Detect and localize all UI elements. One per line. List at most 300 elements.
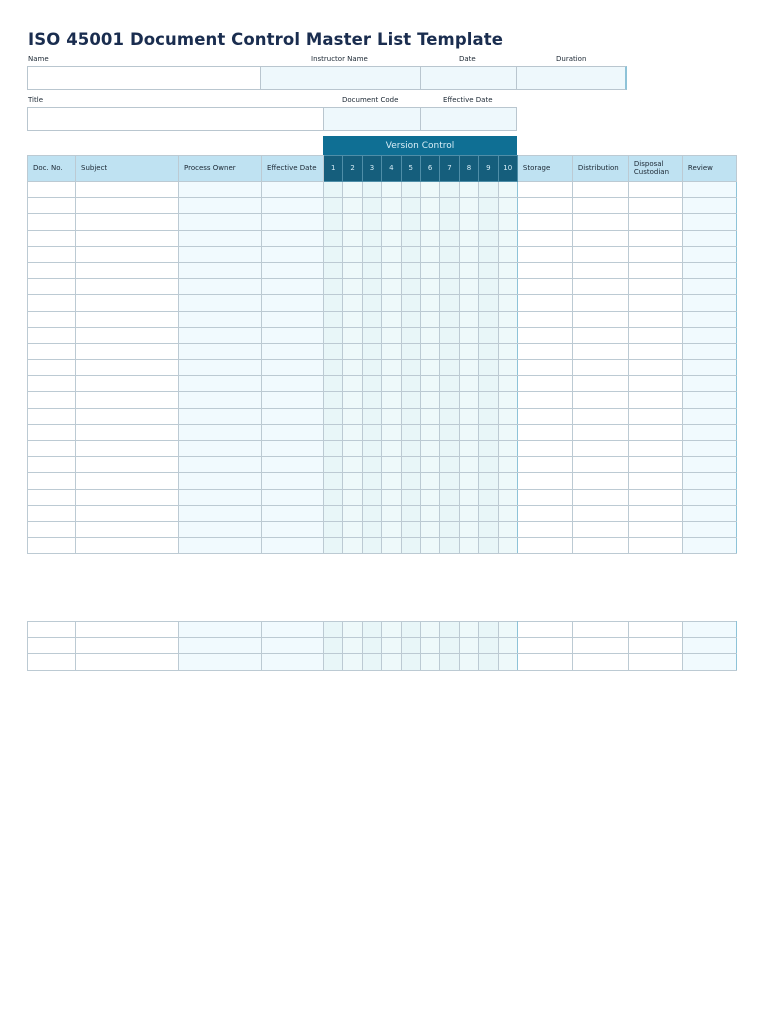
cell-disposal-custodian[interactable] <box>628 198 682 214</box>
cell-doc-no[interactable] <box>28 441 76 457</box>
cell-v6[interactable] <box>420 638 439 654</box>
cell-v1[interactable] <box>324 376 343 392</box>
cell-v1[interactable] <box>324 521 343 537</box>
cell-v9[interactable] <box>479 311 498 327</box>
cell-v8[interactable] <box>459 246 478 262</box>
cell-v8[interactable] <box>459 392 478 408</box>
cell-v2[interactable] <box>343 392 362 408</box>
cell-v7[interactable] <box>440 262 459 278</box>
cell-process-owner[interactable] <box>179 424 262 440</box>
cell-v1[interactable] <box>324 262 343 278</box>
cell-v8[interactable] <box>459 521 478 537</box>
cell-v10[interactable] <box>498 376 517 392</box>
cell-distribution[interactable] <box>572 457 628 473</box>
cell-distribution[interactable] <box>572 343 628 359</box>
cell-effective-date[interactable] <box>262 327 324 343</box>
cell-v8[interactable] <box>459 230 478 246</box>
cell-review[interactable] <box>682 538 736 554</box>
cell-v3[interactable] <box>362 311 381 327</box>
cell-review[interactable] <box>682 489 736 505</box>
cell-process-owner[interactable] <box>179 343 262 359</box>
cell-v5[interactable] <box>401 654 420 670</box>
cell-process-owner[interactable] <box>179 473 262 489</box>
cell-disposal-custodian[interactable] <box>628 654 682 670</box>
cell-v10[interactable] <box>498 343 517 359</box>
cell-effective-date[interactable] <box>262 182 324 198</box>
cell-subject[interactable] <box>76 279 179 295</box>
cell-subject[interactable] <box>76 360 179 376</box>
cell-storage[interactable] <box>517 408 572 424</box>
cell-v7[interactable] <box>440 489 459 505</box>
cell-process-owner[interactable] <box>179 638 262 654</box>
cell-v4[interactable] <box>382 376 401 392</box>
cell-effective-date[interactable] <box>262 457 324 473</box>
cell-subject[interactable] <box>76 311 179 327</box>
cell-v9[interactable] <box>479 654 498 670</box>
cell-disposal-custodian[interactable] <box>628 441 682 457</box>
cell-v6[interactable] <box>420 343 439 359</box>
cell-v6[interactable] <box>420 622 439 638</box>
cell-effective-date[interactable] <box>262 441 324 457</box>
cell-v9[interactable] <box>479 441 498 457</box>
cell-effective-date[interactable] <box>262 279 324 295</box>
cell-review[interactable] <box>682 246 736 262</box>
cell-v10[interactable] <box>498 279 517 295</box>
cell-v3[interactable] <box>362 246 381 262</box>
cell-v3[interactable] <box>362 441 381 457</box>
cell-v1[interactable] <box>324 473 343 489</box>
cell-v4[interactable] <box>382 246 401 262</box>
cell-v6[interactable] <box>420 279 439 295</box>
cell-process-owner[interactable] <box>179 279 262 295</box>
cell-process-owner[interactable] <box>179 311 262 327</box>
cell-v10[interactable] <box>498 246 517 262</box>
cell-v4[interactable] <box>382 654 401 670</box>
cell-v5[interactable] <box>401 441 420 457</box>
cell-storage[interactable] <box>517 246 572 262</box>
cell-v9[interactable] <box>479 408 498 424</box>
cell-review[interactable] <box>682 214 736 230</box>
cell-effective-date[interactable] <box>262 198 324 214</box>
cell-v2[interactable] <box>343 311 362 327</box>
cell-v9[interactable] <box>479 360 498 376</box>
cell-doc-no[interactable] <box>28 327 76 343</box>
cell-disposal-custodian[interactable] <box>628 360 682 376</box>
cell-v10[interactable] <box>498 230 517 246</box>
cell-v4[interactable] <box>382 182 401 198</box>
cell-v8[interactable] <box>459 408 478 424</box>
cell-process-owner[interactable] <box>179 538 262 554</box>
cell-v6[interactable] <box>420 327 439 343</box>
cell-review[interactable] <box>682 521 736 537</box>
cell-v5[interactable] <box>401 457 420 473</box>
cell-storage[interactable] <box>517 182 572 198</box>
cell-v2[interactable] <box>343 214 362 230</box>
cell-effective-date[interactable] <box>262 638 324 654</box>
cell-disposal-custodian[interactable] <box>628 327 682 343</box>
cell-process-owner[interactable] <box>179 441 262 457</box>
cell-v1[interactable] <box>324 198 343 214</box>
cell-v2[interactable] <box>343 182 362 198</box>
cell-v1[interactable] <box>324 622 343 638</box>
cell-v5[interactable] <box>401 360 420 376</box>
cell-disposal-custodian[interactable] <box>628 489 682 505</box>
cell-v1[interactable] <box>324 505 343 521</box>
cell-v8[interactable] <box>459 376 478 392</box>
cell-disposal-custodian[interactable] <box>628 622 682 638</box>
cell-v8[interactable] <box>459 457 478 473</box>
cell-v2[interactable] <box>343 327 362 343</box>
cell-disposal-custodian[interactable] <box>628 246 682 262</box>
cell-effective-date[interactable] <box>262 311 324 327</box>
cell-v5[interactable] <box>401 392 420 408</box>
cell-process-owner[interactable] <box>179 214 262 230</box>
cell-distribution[interactable] <box>572 214 628 230</box>
cell-v8[interactable] <box>459 654 478 670</box>
cell-v6[interactable] <box>420 538 439 554</box>
cell-disposal-custodian[interactable] <box>628 457 682 473</box>
cell-v7[interactable] <box>440 214 459 230</box>
cell-v6[interactable] <box>420 295 439 311</box>
cell-storage[interactable] <box>517 360 572 376</box>
cell-v5[interactable] <box>401 505 420 521</box>
cell-v3[interactable] <box>362 654 381 670</box>
cell-v4[interactable] <box>382 408 401 424</box>
cell-storage[interactable] <box>517 311 572 327</box>
cell-v8[interactable] <box>459 424 478 440</box>
cell-v10[interactable] <box>498 638 517 654</box>
cell-disposal-custodian[interactable] <box>628 376 682 392</box>
cell-v4[interactable] <box>382 424 401 440</box>
cell-v10[interactable] <box>498 521 517 537</box>
cell-storage[interactable] <box>517 505 572 521</box>
cell-review[interactable] <box>682 279 736 295</box>
cell-storage[interactable] <box>517 622 572 638</box>
cell-v3[interactable] <box>362 622 381 638</box>
cell-v2[interactable] <box>343 489 362 505</box>
cell-storage[interactable] <box>517 327 572 343</box>
cell-review[interactable] <box>682 295 736 311</box>
cell-v10[interactable] <box>498 457 517 473</box>
cell-v3[interactable] <box>362 457 381 473</box>
cell-v9[interactable] <box>479 182 498 198</box>
cell-v9[interactable] <box>479 505 498 521</box>
cell-v5[interactable] <box>401 538 420 554</box>
cell-review[interactable] <box>682 622 736 638</box>
cell-subject[interactable] <box>76 654 179 670</box>
cell-v2[interactable] <box>343 246 362 262</box>
cell-review[interactable] <box>682 376 736 392</box>
cell-distribution[interactable] <box>572 408 628 424</box>
cell-v5[interactable] <box>401 473 420 489</box>
cell-v8[interactable] <box>459 538 478 554</box>
cell-effective-date[interactable] <box>262 376 324 392</box>
cell-disposal-custodian[interactable] <box>628 295 682 311</box>
cell-effective-date[interactable] <box>262 538 324 554</box>
cell-v3[interactable] <box>362 424 381 440</box>
cell-v1[interactable] <box>324 246 343 262</box>
cell-effective-date[interactable] <box>262 214 324 230</box>
cell-disposal-custodian[interactable] <box>628 521 682 537</box>
cell-v1[interactable] <box>324 457 343 473</box>
cell-storage[interactable] <box>517 198 572 214</box>
cell-effective-date[interactable] <box>262 230 324 246</box>
cell-v2[interactable] <box>343 198 362 214</box>
cell-v4[interactable] <box>382 392 401 408</box>
cell-effective-date[interactable] <box>262 262 324 278</box>
cell-v9[interactable] <box>479 489 498 505</box>
cell-v3[interactable] <box>362 521 381 537</box>
cell-v3[interactable] <box>362 392 381 408</box>
cell-v1[interactable] <box>324 408 343 424</box>
cell-v9[interactable] <box>479 295 498 311</box>
cell-distribution[interactable] <box>572 505 628 521</box>
cell-doc-no[interactable] <box>28 408 76 424</box>
cell-v10[interactable] <box>498 505 517 521</box>
cell-distribution[interactable] <box>572 182 628 198</box>
cell-process-owner[interactable] <box>179 360 262 376</box>
cell-v8[interactable] <box>459 360 478 376</box>
cell-distribution[interactable] <box>572 392 628 408</box>
cell-disposal-custodian[interactable] <box>628 538 682 554</box>
cell-v2[interactable] <box>343 295 362 311</box>
cell-v6[interactable] <box>420 441 439 457</box>
cell-distribution[interactable] <box>572 279 628 295</box>
cell-v8[interactable] <box>459 214 478 230</box>
cell-doc-no[interactable] <box>28 473 76 489</box>
cell-v8[interactable] <box>459 262 478 278</box>
cell-process-owner[interactable] <box>179 182 262 198</box>
cell-review[interactable] <box>682 230 736 246</box>
cell-v7[interactable] <box>440 622 459 638</box>
cell-v6[interactable] <box>420 182 439 198</box>
cell-subject[interactable] <box>76 376 179 392</box>
cell-v5[interactable] <box>401 638 420 654</box>
cell-doc-no[interactable] <box>28 654 76 670</box>
cell-v10[interactable] <box>498 538 517 554</box>
cell-doc-no[interactable] <box>28 392 76 408</box>
cell-v7[interactable] <box>440 295 459 311</box>
cell-subject[interactable] <box>76 441 179 457</box>
cell-subject[interactable] <box>76 262 179 278</box>
cell-v2[interactable] <box>343 360 362 376</box>
cell-v4[interactable] <box>382 360 401 376</box>
cell-review[interactable] <box>682 457 736 473</box>
cell-v8[interactable] <box>459 327 478 343</box>
cell-v7[interactable] <box>440 505 459 521</box>
cell-v5[interactable] <box>401 343 420 359</box>
cell-v4[interactable] <box>382 279 401 295</box>
cell-subject[interactable] <box>76 295 179 311</box>
cell-effective-date[interactable] <box>262 424 324 440</box>
cell-v6[interactable] <box>420 408 439 424</box>
cell-v5[interactable] <box>401 424 420 440</box>
cell-process-owner[interactable] <box>179 376 262 392</box>
cell-v4[interactable] <box>382 521 401 537</box>
cell-subject[interactable] <box>76 424 179 440</box>
cell-subject[interactable] <box>76 622 179 638</box>
cell-v6[interactable] <box>420 489 439 505</box>
cell-review[interactable] <box>682 311 736 327</box>
cell-v3[interactable] <box>362 360 381 376</box>
cell-v4[interactable] <box>382 343 401 359</box>
cell-v7[interactable] <box>440 473 459 489</box>
effective-date-field[interactable] <box>420 107 517 131</box>
cell-v6[interactable] <box>420 360 439 376</box>
cell-v10[interactable] <box>498 441 517 457</box>
cell-storage[interactable] <box>517 441 572 457</box>
cell-doc-no[interactable] <box>28 622 76 638</box>
cell-review[interactable] <box>682 343 736 359</box>
cell-disposal-custodian[interactable] <box>628 311 682 327</box>
cell-storage[interactable] <box>517 489 572 505</box>
cell-v2[interactable] <box>343 622 362 638</box>
cell-distribution[interactable] <box>572 230 628 246</box>
cell-distribution[interactable] <box>572 473 628 489</box>
title-field[interactable] <box>27 107 324 131</box>
cell-v6[interactable] <box>420 230 439 246</box>
cell-v5[interactable] <box>401 246 420 262</box>
cell-subject[interactable] <box>76 343 179 359</box>
cell-v6[interactable] <box>420 654 439 670</box>
cell-review[interactable] <box>682 408 736 424</box>
cell-v9[interactable] <box>479 473 498 489</box>
cell-storage[interactable] <box>517 343 572 359</box>
cell-v2[interactable] <box>343 424 362 440</box>
cell-doc-no[interactable] <box>28 311 76 327</box>
cell-doc-no[interactable] <box>28 343 76 359</box>
cell-process-owner[interactable] <box>179 521 262 537</box>
cell-v8[interactable] <box>459 441 478 457</box>
cell-v5[interactable] <box>401 214 420 230</box>
cell-v7[interactable] <box>440 360 459 376</box>
cell-storage[interactable] <box>517 376 572 392</box>
cell-v2[interactable] <box>343 457 362 473</box>
cell-distribution[interactable] <box>572 360 628 376</box>
cell-subject[interactable] <box>76 521 179 537</box>
cell-effective-date[interactable] <box>262 622 324 638</box>
cell-doc-no[interactable] <box>28 230 76 246</box>
cell-storage[interactable] <box>517 279 572 295</box>
cell-v9[interactable] <box>479 521 498 537</box>
cell-v3[interactable] <box>362 327 381 343</box>
cell-v3[interactable] <box>362 408 381 424</box>
cell-v9[interactable] <box>479 230 498 246</box>
cell-v3[interactable] <box>362 376 381 392</box>
cell-v7[interactable] <box>440 408 459 424</box>
cell-v5[interactable] <box>401 521 420 537</box>
cell-doc-no[interactable] <box>28 521 76 537</box>
cell-distribution[interactable] <box>572 295 628 311</box>
cell-storage[interactable] <box>517 654 572 670</box>
cell-distribution[interactable] <box>572 521 628 537</box>
cell-effective-date[interactable] <box>262 505 324 521</box>
cell-doc-no[interactable] <box>28 505 76 521</box>
cell-effective-date[interactable] <box>262 295 324 311</box>
cell-doc-no[interactable] <box>28 489 76 505</box>
cell-v6[interactable] <box>420 198 439 214</box>
cell-v6[interactable] <box>420 311 439 327</box>
cell-subject[interactable] <box>76 638 179 654</box>
cell-v4[interactable] <box>382 638 401 654</box>
cell-v4[interactable] <box>382 295 401 311</box>
duration-field[interactable] <box>516 66 627 90</box>
cell-doc-no[interactable] <box>28 376 76 392</box>
cell-subject[interactable] <box>76 198 179 214</box>
cell-v10[interactable] <box>498 654 517 670</box>
cell-v7[interactable] <box>440 457 459 473</box>
cell-v5[interactable] <box>401 311 420 327</box>
date-field[interactable] <box>420 66 517 90</box>
cell-doc-no[interactable] <box>28 262 76 278</box>
cell-process-owner[interactable] <box>179 295 262 311</box>
cell-review[interactable] <box>682 424 736 440</box>
cell-storage[interactable] <box>517 538 572 554</box>
name-field[interactable] <box>27 66 261 90</box>
cell-v8[interactable] <box>459 182 478 198</box>
cell-distribution[interactable] <box>572 311 628 327</box>
cell-v4[interactable] <box>382 622 401 638</box>
cell-v10[interactable] <box>498 424 517 440</box>
cell-v9[interactable] <box>479 343 498 359</box>
cell-v3[interactable] <box>362 279 381 295</box>
cell-effective-date[interactable] <box>262 246 324 262</box>
cell-review[interactable] <box>682 327 736 343</box>
cell-disposal-custodian[interactable] <box>628 473 682 489</box>
cell-effective-date[interactable] <box>262 343 324 359</box>
cell-v9[interactable] <box>479 638 498 654</box>
cell-v9[interactable] <box>479 327 498 343</box>
cell-v4[interactable] <box>382 441 401 457</box>
cell-effective-date[interactable] <box>262 392 324 408</box>
cell-doc-no[interactable] <box>28 198 76 214</box>
cell-v8[interactable] <box>459 473 478 489</box>
cell-doc-no[interactable] <box>28 279 76 295</box>
cell-v8[interactable] <box>459 279 478 295</box>
cell-v8[interactable] <box>459 343 478 359</box>
cell-storage[interactable] <box>517 230 572 246</box>
cell-v2[interactable] <box>343 538 362 554</box>
cell-v5[interactable] <box>401 262 420 278</box>
cell-process-owner[interactable] <box>179 408 262 424</box>
cell-disposal-custodian[interactable] <box>628 505 682 521</box>
cell-v2[interactable] <box>343 262 362 278</box>
cell-v5[interactable] <box>401 327 420 343</box>
cell-v4[interactable] <box>382 505 401 521</box>
cell-v6[interactable] <box>420 473 439 489</box>
cell-v6[interactable] <box>420 376 439 392</box>
cell-disposal-custodian[interactable] <box>628 214 682 230</box>
cell-v9[interactable] <box>479 279 498 295</box>
cell-effective-date[interactable] <box>262 521 324 537</box>
cell-v7[interactable] <box>440 198 459 214</box>
document-code-field[interactable] <box>323 107 421 131</box>
cell-v7[interactable] <box>440 230 459 246</box>
cell-v2[interactable] <box>343 473 362 489</box>
cell-doc-no[interactable] <box>28 457 76 473</box>
cell-v2[interactable] <box>343 230 362 246</box>
cell-v9[interactable] <box>479 622 498 638</box>
cell-disposal-custodian[interactable] <box>628 279 682 295</box>
cell-storage[interactable] <box>517 392 572 408</box>
cell-v8[interactable] <box>459 505 478 521</box>
cell-doc-no[interactable] <box>28 360 76 376</box>
cell-storage[interactable] <box>517 262 572 278</box>
cell-review[interactable] <box>682 441 736 457</box>
cell-process-owner[interactable] <box>179 392 262 408</box>
cell-doc-no[interactable] <box>28 424 76 440</box>
cell-subject[interactable] <box>76 230 179 246</box>
